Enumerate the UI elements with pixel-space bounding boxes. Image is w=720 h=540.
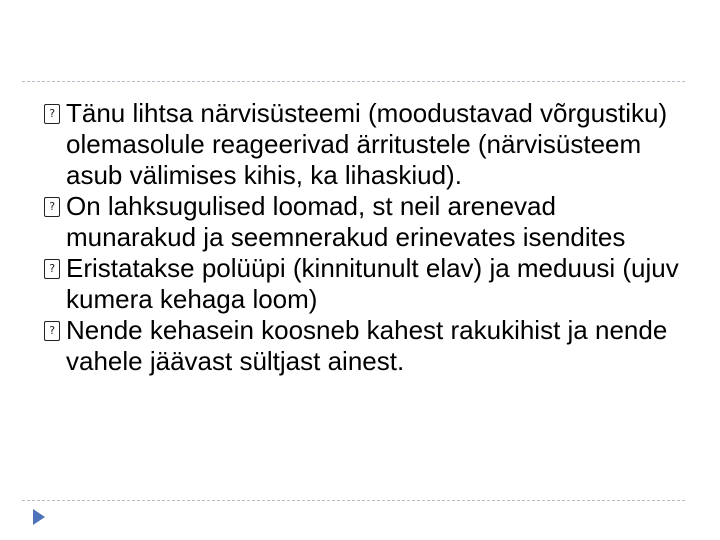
bullet-item-1 <box>44 98 684 191</box>
bullet-item-4 <box>44 315 684 377</box>
bullet-item-3 <box>44 253 684 315</box>
bullet-text: Eristatakse polüüpi (kinnitunult elav) ja meduusi (ujuv kumera kehaga loom) <box>66 253 679 314</box>
bullet-list <box>44 98 684 377</box>
top-divider <box>22 81 685 82</box>
bullet-text: On lahksugulised loomad, st neil arenevad munarakud ja seemnerakud erinevates isendites <box>66 191 626 252</box>
missing-glyph-box-icon: ? <box>44 104 60 124</box>
triangle-right-icon[interactable] <box>33 509 45 525</box>
missing-glyph-box-icon: ? <box>44 321 60 341</box>
bullet-text: Tänu lihtsa närvisüsteemi (moodustavad võrgustiku) olemasolule reageerivad ärritustele (närvisüsteem asub välimises kihis, ka lihaskiud). <box>66 98 668 190</box>
missing-glyph-box-icon: ? <box>44 259 60 279</box>
bottom-divider <box>22 500 685 501</box>
missing-glyph-box-icon: ? <box>44 197 60 217</box>
bullet-item-2 <box>44 191 684 253</box>
bullet-text: Nende kehasein koosneb kahest rakukihist ja nende vahele jäävast sültjast ainest. <box>66 315 668 376</box>
